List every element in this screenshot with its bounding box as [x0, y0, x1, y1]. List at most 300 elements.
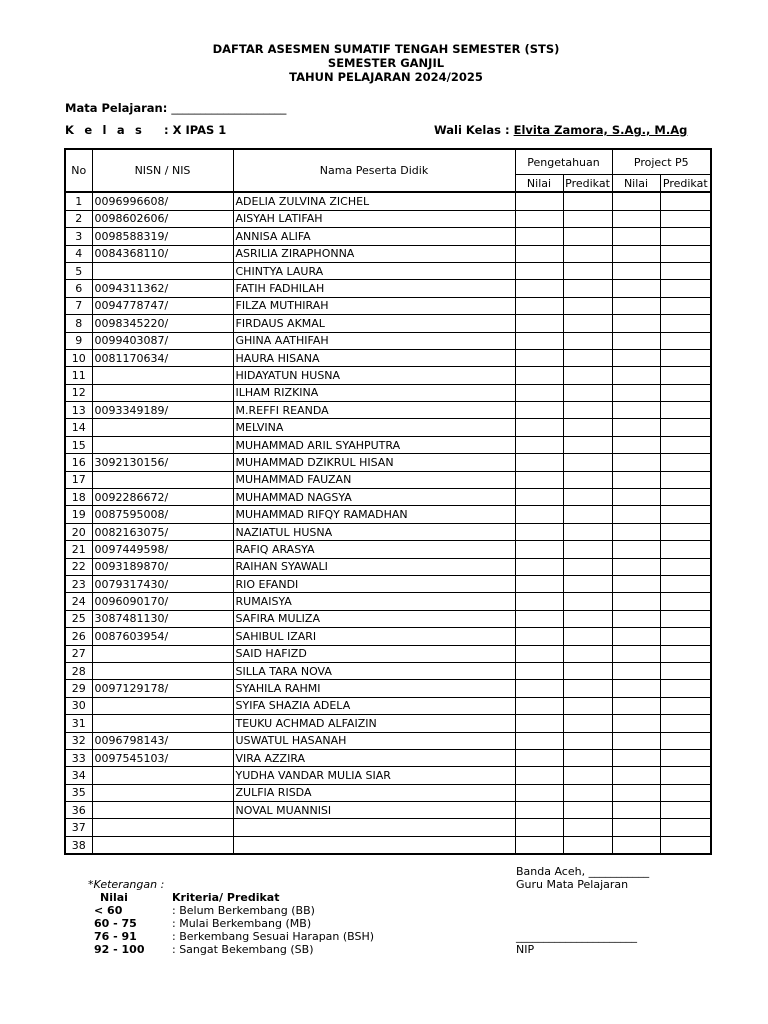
- table-row: [65, 836, 711, 854]
- mata-pelajaran-line: [65, 101, 286, 115]
- cell-nisn: 0098602606/: [92, 210, 233, 227]
- cell-no: 5: [65, 262, 92, 279]
- cell-p5-predikat[interactable]: [660, 784, 711, 801]
- cell-p5-nilai[interactable]: [612, 280, 660, 297]
- cell-p5-predikat[interactable]: [660, 732, 711, 749]
- cell-nama: SYIFA SHAZIA ADELA: [233, 697, 515, 714]
- cell-pengetahuan-predikat[interactable]: [563, 384, 612, 401]
- cell-p5-predikat[interactable]: [660, 628, 711, 645]
- cell-p5-nilai[interactable]: [612, 349, 660, 366]
- title-line-1: DAFTAR ASESMEN SUMATIF TENGAH SEMESTER (STS): [212, 42, 560, 56]
- cell-p5-predikat[interactable]: [660, 436, 711, 453]
- nip-label: NIP: [516, 943, 535, 956]
- cell-p5-nilai[interactable]: [612, 784, 660, 801]
- wali-kelas-value: Elvita Zamora, S.Ag., M.Ag: [513, 123, 688, 137]
- cell-pengetahuan-nilai[interactable]: [515, 715, 563, 732]
- cell-pengetahuan-nilai[interactable]: [515, 575, 563, 592]
- cell-pengetahuan-predikat[interactable]: [563, 680, 612, 697]
- cell-p5-predikat[interactable]: [660, 767, 711, 784]
- cell-pengetahuan-predikat[interactable]: [563, 802, 612, 819]
- cell-p5-predikat[interactable]: [660, 610, 711, 627]
- cell-p5-nilai[interactable]: [612, 628, 660, 645]
- document-title-block: [0, 42, 768, 84]
- cell-nama: TEUKU ACHMAD ALFAIZIN: [233, 715, 515, 732]
- table-row: [65, 210, 711, 227]
- cell-nisn: [92, 384, 233, 401]
- cell-nama: ILHAM RIZKINA: [233, 384, 515, 401]
- cell-p5-predikat[interactable]: [660, 315, 711, 332]
- cell-p5-nilai[interactable]: [612, 489, 660, 506]
- cell-pengetahuan-predikat[interactable]: [563, 506, 612, 523]
- cell-p5-predikat[interactable]: [660, 575, 711, 592]
- cell-pengetahuan-predikat[interactable]: [563, 836, 612, 854]
- cell-pengetahuan-predikat[interactable]: [563, 732, 612, 749]
- table-row: [65, 680, 711, 697]
- cell-p5-predikat[interactable]: [660, 506, 711, 523]
- cell-p5-nilai[interactable]: [612, 384, 660, 401]
- cell-nisn: 0099403087/: [92, 332, 233, 349]
- cell-pengetahuan-nilai[interactable]: [515, 662, 563, 679]
- cell-pengetahuan-nilai[interactable]: [515, 680, 563, 697]
- cell-no: 16: [65, 454, 92, 471]
- cell-p5-predikat[interactable]: [660, 558, 711, 575]
- cell-nisn: 0097129178/: [92, 680, 233, 697]
- cell-no: 25: [65, 610, 92, 627]
- cell-p5-nilai[interactable]: [612, 332, 660, 349]
- cell-nama: RUMAISYA: [233, 593, 515, 610]
- cell-nisn: [92, 802, 233, 819]
- table-row: [65, 228, 711, 245]
- cell-p5-nilai[interactable]: [612, 245, 660, 262]
- cell-nama: SILLA TARA NOVA: [233, 662, 515, 679]
- table-row: [65, 332, 711, 349]
- table-row: [65, 506, 711, 523]
- keterangan-desc: : Berkembang Sesuai Harapan (BSH): [172, 930, 375, 943]
- cell-no: 6: [65, 280, 92, 297]
- cell-p5-predikat[interactable]: [660, 697, 711, 714]
- cell-nama: MELVINA: [233, 419, 515, 436]
- cell-p5-predikat[interactable]: [660, 680, 711, 697]
- mata-pelajaran-label: Mata Pelajaran:: [65, 101, 168, 115]
- cell-pengetahuan-nilai[interactable]: [515, 628, 563, 645]
- cell-nama: [233, 819, 515, 836]
- header-nama: Nama Peserta Didik: [233, 149, 515, 192]
- cell-nisn: 0087603954/: [92, 628, 233, 645]
- cell-p5-nilai[interactable]: [612, 749, 660, 766]
- cell-nama: SAID HAFIZD: [233, 645, 515, 662]
- keterangan-item: [88, 917, 374, 930]
- keterangan-range: 60 - 75: [94, 917, 137, 930]
- cell-nama: HIDAYATUN HUSNA: [233, 367, 515, 384]
- subheader-p5-nilai: Nilai: [612, 175, 660, 193]
- cell-pengetahuan-predikat[interactable]: [563, 610, 612, 627]
- cell-p5-nilai[interactable]: [612, 662, 660, 679]
- table-row: [65, 523, 711, 540]
- cell-pengetahuan-predikat[interactable]: [563, 228, 612, 245]
- cell-p5-nilai[interactable]: [612, 767, 660, 784]
- cell-pengetahuan-nilai[interactable]: [515, 749, 563, 766]
- cell-nama: MUHAMMAD ARIL SYAHPUTRA: [233, 436, 515, 453]
- cell-pengetahuan-nilai[interactable]: [515, 489, 563, 506]
- cell-pengetahuan-nilai[interactable]: [515, 767, 563, 784]
- title-line-2: SEMESTER GANJIL: [327, 56, 445, 70]
- cell-p5-nilai[interactable]: [612, 436, 660, 453]
- table-row: [65, 419, 711, 436]
- cell-no: 36: [65, 802, 92, 819]
- cell-pengetahuan-nilai[interactable]: [515, 192, 563, 210]
- table-row: [65, 819, 711, 836]
- cell-no: 33: [65, 749, 92, 766]
- keterangan-range: 92 - 100: [94, 943, 145, 956]
- table-row: [65, 245, 711, 262]
- keterangan-legend: [88, 878, 374, 956]
- table-row: [65, 384, 711, 401]
- cell-p5-nilai[interactable]: [612, 593, 660, 610]
- student-assessment-table: [64, 148, 712, 855]
- cell-nisn: 3087481130/: [92, 610, 233, 627]
- cell-nisn: 0079317430/: [92, 575, 233, 592]
- cell-pengetahuan-nilai[interactable]: [515, 384, 563, 401]
- cell-p5-nilai[interactable]: [612, 558, 660, 575]
- table-row: [65, 297, 711, 314]
- cell-nama: VIRA AZZIRA: [233, 749, 515, 766]
- cell-pengetahuan-predikat[interactable]: [563, 662, 612, 679]
- header-project-p5: Project P5: [612, 149, 711, 175]
- cell-p5-predikat[interactable]: [660, 715, 711, 732]
- cell-p5-predikat[interactable]: [660, 367, 711, 384]
- cell-pengetahuan-nilai[interactable]: [515, 541, 563, 558]
- cell-nisn: [92, 367, 233, 384]
- cell-no: 32: [65, 732, 92, 749]
- cell-p5-predikat[interactable]: [660, 593, 711, 610]
- cell-pengetahuan-nilai[interactable]: [515, 471, 563, 488]
- cell-p5-predikat[interactable]: [660, 228, 711, 245]
- cell-no: 35: [65, 784, 92, 801]
- signature-role: Guru Mata Pelajaran: [516, 878, 629, 891]
- cell-p5-nilai[interactable]: [612, 506, 660, 523]
- cell-p5-predikat[interactable]: [660, 297, 711, 314]
- cell-pengetahuan-nilai[interactable]: [515, 210, 563, 227]
- cell-p5-nilai[interactable]: [612, 802, 660, 819]
- cell-no: 7: [65, 297, 92, 314]
- cell-nama: RAIHAN SYAWALI: [233, 558, 515, 575]
- cell-pengetahuan-predikat[interactable]: [563, 192, 612, 210]
- cell-pengetahuan-nilai[interactable]: [515, 645, 563, 662]
- cell-p5-nilai[interactable]: [612, 192, 660, 210]
- header-no: No: [65, 149, 92, 192]
- cell-p5-nilai[interactable]: [612, 315, 660, 332]
- cell-nama: SAFIRA MULIZA: [233, 610, 515, 627]
- cell-pengetahuan-nilai[interactable]: [515, 367, 563, 384]
- cell-p5-nilai[interactable]: [612, 819, 660, 836]
- cell-nama: NAZIATUL HUSNA: [233, 523, 515, 540]
- cell-no: 9: [65, 332, 92, 349]
- cell-pengetahuan-nilai[interactable]: [515, 523, 563, 540]
- keterangan-header-row: [88, 891, 374, 904]
- kelas-line: [65, 123, 226, 137]
- cell-p5-predikat[interactable]: [660, 454, 711, 471]
- cell-pengetahuan-nilai[interactable]: [515, 610, 563, 627]
- cell-nisn: [92, 262, 233, 279]
- cell-nisn: [92, 715, 233, 732]
- cell-nisn: [92, 662, 233, 679]
- cell-p5-nilai[interactable]: [612, 715, 660, 732]
- cell-p5-predikat[interactable]: [660, 541, 711, 558]
- cell-pengetahuan-predikat[interactable]: [563, 245, 612, 262]
- cell-nama: ADELIA ZULVINA ZICHEL: [233, 192, 515, 210]
- cell-nisn: [92, 471, 233, 488]
- table-row: [65, 749, 711, 766]
- keterangan-range: < 60: [94, 904, 123, 917]
- cell-pengetahuan-nilai[interactable]: [515, 402, 563, 419]
- keterangan-desc: : Sangat Bekembang (SB): [172, 943, 314, 956]
- cell-p5-predikat[interactable]: [660, 332, 711, 349]
- table-row: [65, 471, 711, 488]
- cell-pengetahuan-nilai[interactable]: [515, 836, 563, 854]
- cell-p5-predikat[interactable]: [660, 280, 711, 297]
- cell-pengetahuan-nilai[interactable]: [515, 593, 563, 610]
- cell-no: 22: [65, 558, 92, 575]
- cell-pengetahuan-predikat[interactable]: [563, 419, 612, 436]
- keterangan-desc: : Belum Berkembang (BB): [172, 904, 315, 917]
- cell-nama: USWATUL HASANAH: [233, 732, 515, 749]
- cell-p5-nilai[interactable]: [612, 697, 660, 714]
- table-body: [65, 192, 711, 854]
- cell-nama: [233, 836, 515, 854]
- cell-p5-predikat[interactable]: [660, 384, 711, 401]
- cell-pengetahuan-predikat[interactable]: [563, 454, 612, 471]
- cell-no: 18: [65, 489, 92, 506]
- table-row: [65, 489, 711, 506]
- table-row: [65, 541, 711, 558]
- cell-no: 31: [65, 715, 92, 732]
- table-row: [65, 732, 711, 749]
- cell-pengetahuan-predikat[interactable]: [563, 367, 612, 384]
- cell-pengetahuan-predikat[interactable]: [563, 349, 612, 366]
- cell-pengetahuan-predikat[interactable]: [563, 471, 612, 488]
- cell-pengetahuan-predikat[interactable]: [563, 645, 612, 662]
- cell-pengetahuan-predikat[interactable]: [563, 628, 612, 645]
- table-row: [65, 715, 711, 732]
- cell-p5-nilai[interactable]: [612, 297, 660, 314]
- cell-no: 1: [65, 192, 92, 210]
- cell-pengetahuan-nilai[interactable]: [515, 558, 563, 575]
- table-row: [65, 575, 711, 592]
- subheader-p5-predikat: Predikat: [660, 175, 711, 193]
- table-row: [65, 402, 711, 419]
- table-row: [65, 367, 711, 384]
- cell-p5-nilai[interactable]: [612, 523, 660, 540]
- cell-no: 27: [65, 645, 92, 662]
- kelas-value: : X IPAS 1: [164, 123, 227, 137]
- kelas-label: K e l a s: [65, 123, 146, 137]
- cell-pengetahuan-nilai[interactable]: [515, 454, 563, 471]
- cell-pengetahuan-predikat[interactable]: [563, 297, 612, 314]
- cell-nama: ASRILIA ZIRAPHONNA: [233, 245, 515, 262]
- cell-nama: CHINTYA LAURA: [233, 262, 515, 279]
- cell-nama: MUHAMMAD NAGSYA: [233, 489, 515, 506]
- cell-nisn: 0084368110/: [92, 245, 233, 262]
- cell-nama: MUHAMMAD DZIKRUL HISAN: [233, 454, 515, 471]
- cell-p5-nilai[interactable]: [612, 454, 660, 471]
- cell-p5-nilai[interactable]: [612, 610, 660, 627]
- cell-no: 19: [65, 506, 92, 523]
- cell-p5-nilai[interactable]: [612, 228, 660, 245]
- cell-pengetahuan-predikat[interactable]: [563, 715, 612, 732]
- cell-pengetahuan-nilai[interactable]: [515, 280, 563, 297]
- cell-pengetahuan-predikat[interactable]: [563, 210, 612, 227]
- cell-p5-predikat[interactable]: [660, 192, 711, 210]
- cell-no: 28: [65, 662, 92, 679]
- cell-pengetahuan-predikat[interactable]: [563, 593, 612, 610]
- cell-nisn: [92, 436, 233, 453]
- cell-p5-predikat[interactable]: [660, 749, 711, 766]
- cell-nisn: [92, 836, 233, 854]
- cell-nama: ANNISA ALIFA: [233, 228, 515, 245]
- table-row: [65, 802, 711, 819]
- cell-nisn: 0087595008/: [92, 506, 233, 523]
- cell-pengetahuan-predikat[interactable]: [563, 697, 612, 714]
- cell-no: 2: [65, 210, 92, 227]
- cell-nisn: 0098345220/: [92, 315, 233, 332]
- header-pengetahuan: Pengetahuan: [515, 149, 612, 175]
- cell-pengetahuan-predikat[interactable]: [563, 784, 612, 801]
- cell-p5-predikat[interactable]: [660, 210, 711, 227]
- cell-pengetahuan-predikat[interactable]: [563, 262, 612, 279]
- cell-pengetahuan-nilai[interactable]: [515, 697, 563, 714]
- signature-block: [516, 865, 649, 956]
- cell-p5-predikat[interactable]: [660, 419, 711, 436]
- header-nisn: NISN / NIS: [92, 149, 233, 192]
- cell-p5-nilai[interactable]: [612, 471, 660, 488]
- cell-pengetahuan-nilai[interactable]: [515, 784, 563, 801]
- cell-p5-nilai[interactable]: [612, 367, 660, 384]
- cell-nama: ZULFIA RISDA: [233, 784, 515, 801]
- table-row: [65, 697, 711, 714]
- cell-p5-predikat[interactable]: [660, 836, 711, 854]
- cell-pengetahuan-predikat[interactable]: [563, 315, 612, 332]
- cell-p5-nilai[interactable]: [612, 541, 660, 558]
- cell-no: 30: [65, 697, 92, 714]
- cell-pengetahuan-predikat[interactable]: [563, 436, 612, 453]
- cell-nisn: 0093349189/: [92, 402, 233, 419]
- cell-p5-nilai[interactable]: [612, 732, 660, 749]
- cell-pengetahuan-predikat[interactable]: [563, 767, 612, 784]
- cell-p5-predikat[interactable]: [660, 349, 711, 366]
- cell-p5-predikat[interactable]: [660, 262, 711, 279]
- cell-pengetahuan-nilai[interactable]: [515, 349, 563, 366]
- cell-p5-predikat[interactable]: [660, 662, 711, 679]
- cell-no: 8: [65, 315, 92, 332]
- cell-pengetahuan-predikat[interactable]: [563, 575, 612, 592]
- cell-pengetahuan-predikat[interactable]: [563, 749, 612, 766]
- mata-pelajaran-blank: ____________________: [171, 101, 287, 115]
- cell-no: 34: [65, 767, 92, 784]
- cell-pengetahuan-predikat[interactable]: [563, 280, 612, 297]
- cell-p5-nilai[interactable]: [612, 645, 660, 662]
- cell-pengetahuan-nilai[interactable]: [515, 297, 563, 314]
- cell-p5-nilai[interactable]: [612, 575, 660, 592]
- cell-pengetahuan-nilai[interactable]: [515, 332, 563, 349]
- cell-nisn: [92, 767, 233, 784]
- cell-no: 38: [65, 836, 92, 854]
- cell-nama: FIRDAUS AKMAL: [233, 315, 515, 332]
- cell-pengetahuan-predikat[interactable]: [563, 541, 612, 558]
- cell-p5-predikat[interactable]: [660, 245, 711, 262]
- cell-nama: RIO EFANDI: [233, 575, 515, 592]
- cell-pengetahuan-predikat[interactable]: [563, 402, 612, 419]
- cell-p5-predikat[interactable]: [660, 489, 711, 506]
- cell-pengetahuan-nilai[interactable]: [515, 506, 563, 523]
- cell-pengetahuan-predikat[interactable]: [563, 489, 612, 506]
- cell-no: 26: [65, 628, 92, 645]
- keterangan-col-nilai: Nilai: [100, 891, 128, 904]
- cell-p5-predikat[interactable]: [660, 402, 711, 419]
- cell-no: 21: [65, 541, 92, 558]
- cell-p5-predikat[interactable]: [660, 645, 711, 662]
- cell-nama: FATIH FADHILAH: [233, 280, 515, 297]
- subheader-pengetahuan-predikat: Predikat: [563, 175, 612, 193]
- keterangan-heading: *Keterangan :: [88, 878, 165, 891]
- cell-no: 4: [65, 245, 92, 262]
- cell-pengetahuan-nilai[interactable]: [515, 802, 563, 819]
- cell-p5-predikat[interactable]: [660, 523, 711, 540]
- cell-pengetahuan-predikat[interactable]: [563, 558, 612, 575]
- cell-pengetahuan-nilai[interactable]: [515, 732, 563, 749]
- place-date: Banda Aceh, ___________: [516, 865, 650, 878]
- cell-nama: RAFIQ ARASYA: [233, 541, 515, 558]
- cell-p5-nilai[interactable]: [612, 836, 660, 854]
- cell-pengetahuan-predikat[interactable]: [563, 819, 612, 836]
- cell-p5-predikat[interactable]: [660, 819, 711, 836]
- cell-no: 17: [65, 471, 92, 488]
- table-row: [65, 662, 711, 679]
- cell-no: 29: [65, 680, 92, 697]
- cell-p5-nilai[interactable]: [612, 402, 660, 419]
- cell-pengetahuan-predikat[interactable]: [563, 332, 612, 349]
- cell-pengetahuan-nilai[interactable]: [515, 419, 563, 436]
- cell-pengetahuan-nilai[interactable]: [515, 436, 563, 453]
- cell-nama: FILZA MUTHIRAH: [233, 297, 515, 314]
- cell-nama: M.REFFI REANDA: [233, 402, 515, 419]
- cell-p5-nilai[interactable]: [612, 419, 660, 436]
- subheader-pengetahuan-nilai: Nilai: [515, 175, 563, 193]
- cell-nisn: 0097449598/: [92, 541, 233, 558]
- table-row: [65, 349, 711, 366]
- cell-p5-nilai[interactable]: [612, 680, 660, 697]
- cell-no: 37: [65, 819, 92, 836]
- cell-no: 24: [65, 593, 92, 610]
- signature-line: ______________________: [516, 930, 637, 943]
- keterangan-item: [88, 930, 374, 943]
- cell-p5-predikat[interactable]: [660, 802, 711, 819]
- keterangan-desc: : Mulai Berkembang (MB): [172, 917, 312, 930]
- cell-p5-nilai[interactable]: [612, 262, 660, 279]
- cell-pengetahuan-nilai[interactable]: [515, 228, 563, 245]
- cell-nama: SYAHILA RAHMI: [233, 680, 515, 697]
- keterangan-range: 76 - 91: [94, 930, 137, 943]
- cell-pengetahuan-nilai[interactable]: [515, 245, 563, 262]
- cell-pengetahuan-nilai[interactable]: [515, 315, 563, 332]
- table-row: [65, 593, 711, 610]
- cell-pengetahuan-nilai[interactable]: [515, 262, 563, 279]
- cell-p5-nilai[interactable]: [612, 210, 660, 227]
- cell-pengetahuan-predikat[interactable]: [563, 523, 612, 540]
- cell-pengetahuan-nilai[interactable]: [515, 819, 563, 836]
- cell-nisn: [92, 419, 233, 436]
- cell-nisn: 0094311362/: [92, 280, 233, 297]
- cell-p5-predikat[interactable]: [660, 471, 711, 488]
